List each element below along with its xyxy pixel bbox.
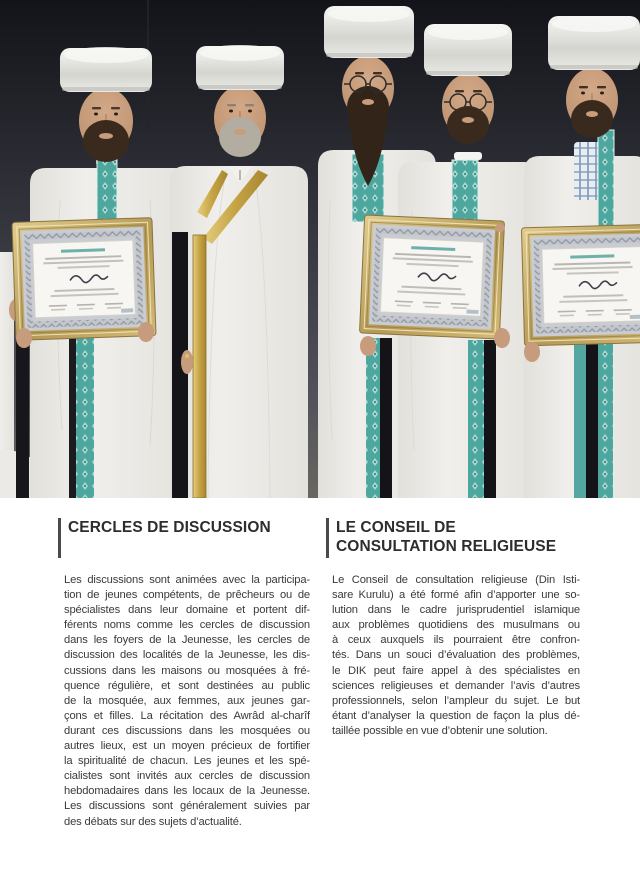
text-line: aux problèmes quotidiens des musulmans ou	[332, 619, 580, 632]
text-line: autres lieux, est un moyen précieux de fortifier	[64, 740, 310, 753]
text-line: Les discussions sont généralement suivies par	[64, 800, 310, 813]
text-line: Le Conseil de consultation religieuse (Din Isti-	[332, 574, 580, 586]
certificate-2	[359, 215, 504, 339]
text-line: durant ces discussions dans les mosquées ou	[64, 724, 310, 737]
text-line: des débats sur des sujets d’actualité.	[64, 815, 242, 828]
text-line: lution dans le cadre jurisprudentiel islamique	[332, 604, 580, 617]
article-conseil-consultation	[326, 518, 580, 739]
text-line: tion de jeunes compétents, de prêcheurs ou de	[64, 589, 310, 602]
text-line: tés. Dans un souci d’évaluation des problèmes,	[332, 649, 580, 662]
text-line: Les discussions sont animées avec la participa-	[64, 574, 310, 586]
text-line: étant d’analyser la question de façon la plus dé-	[332, 709, 580, 722]
text-line: çons et filles. La récitation des Awrâd al-charîf	[64, 709, 310, 722]
person-2-elder-robe	[170, 166, 308, 498]
text-line: cussions dans les maisons ou mosquées à fré-	[64, 664, 310, 677]
section-title-right: LE CONSEIL DE CONSULTATION RELIGIEUSE	[326, 518, 580, 558]
text-line: à ceux auxquels ils pourraient être confron-	[332, 634, 580, 647]
section-title-left: CERCLES DE DISCUSSION	[58, 518, 310, 558]
section-body-left	[58, 573, 310, 830]
text-line: professionnels, selon l’ampleur du sujet. Le but	[332, 694, 580, 707]
article-cercles-de-discussion	[58, 518, 310, 830]
text-line: férents noms comme les cercles de discussion	[64, 619, 310, 632]
text-line: sciences religieuses et demander l’avis d’autres	[332, 679, 580, 692]
text-line: dans les foyers de la Jeunesse, les cercles de	[64, 634, 310, 647]
certificate-1	[12, 218, 156, 341]
text-line: cialistes sont invités aux cercles de discussion	[64, 770, 310, 783]
text-line: taillée possible en vue d’obtenir une solution.	[332, 724, 548, 737]
text-line: le DIK peut faire appel à des spécialistes en	[332, 664, 580, 677]
text-line: spécialistes dans leur domaine et portent dif-	[64, 604, 310, 617]
certificate-3	[521, 224, 640, 346]
text-line: sare Kurulu) a été formé afin d’apporter une so-	[332, 589, 580, 602]
text-line: discussion des localités de la Jeunesse, les dis-	[64, 649, 310, 662]
text-line: quence régulière, et sont destinées au public	[64, 679, 310, 692]
text-line: de la mosquée, aux femmes, aux jeunes gar-	[64, 694, 310, 707]
text-line: la spiritualité de chacun. Les jeunes et les spé-	[64, 755, 310, 768]
section-body-right	[326, 573, 580, 739]
text-line: hebdomadaires dans les locaux de la Jeunesse.	[64, 785, 310, 798]
